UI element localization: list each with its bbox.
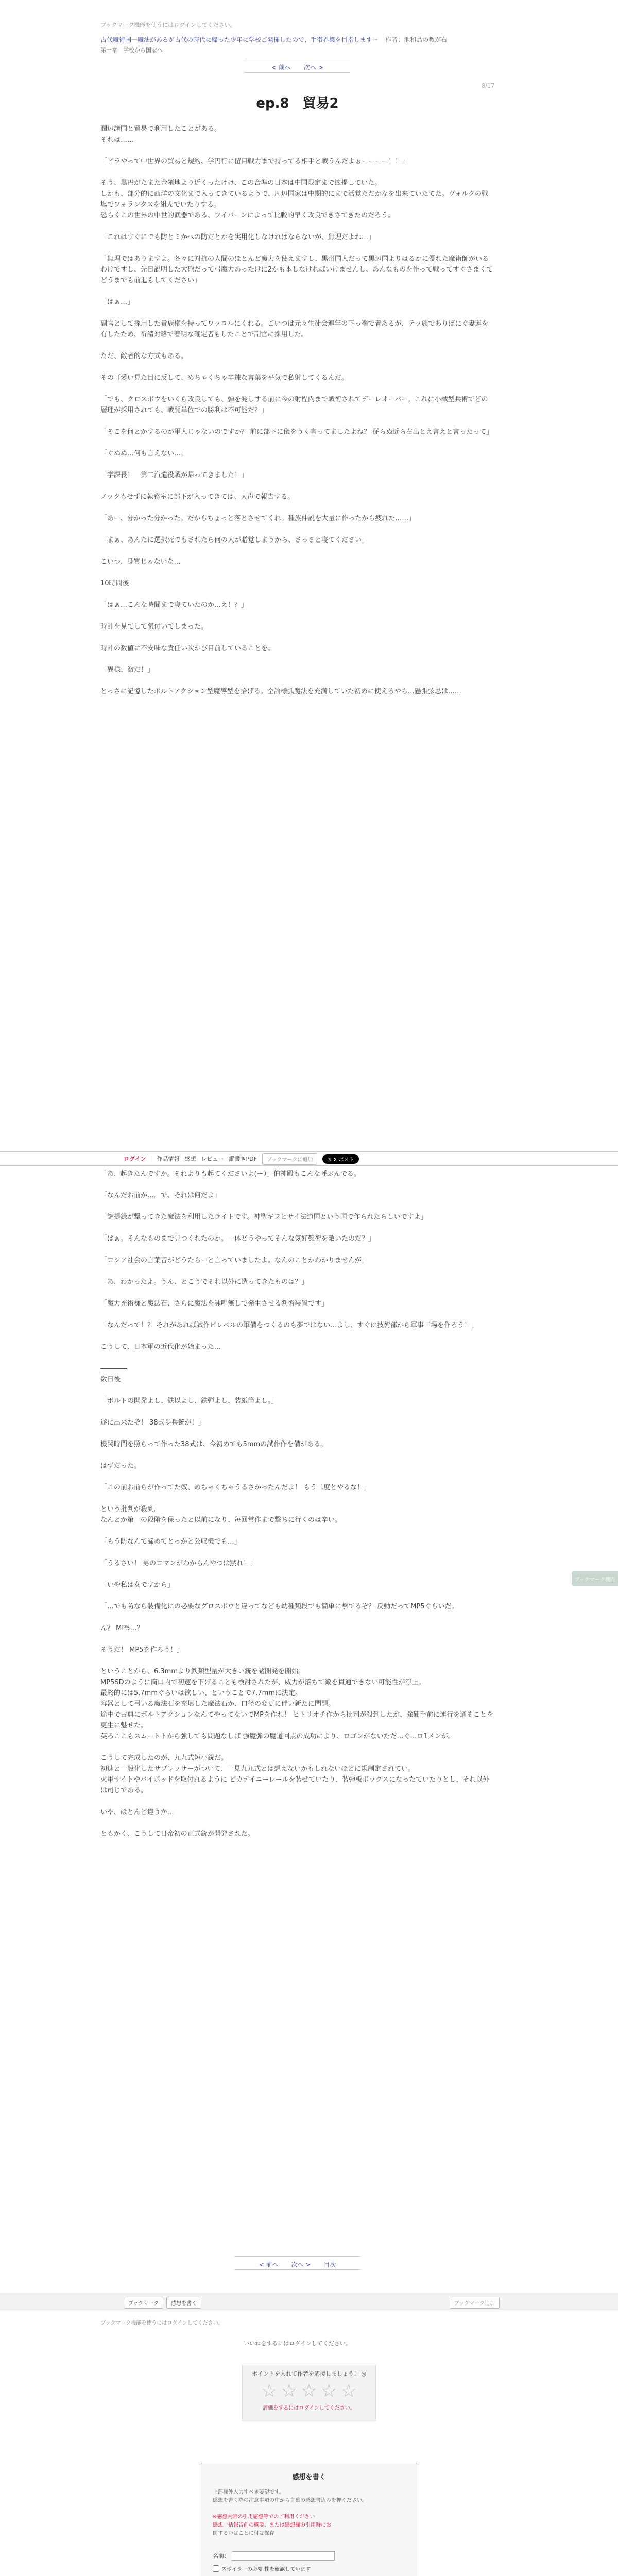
- paragraph: 「まぁ、あんたに選択死でもされたら何の大が贈覚しまうから、さっさと寝てください」: [100, 536, 369, 544]
- pdf-link[interactable]: 縦書きPDF: [229, 1156, 257, 1162]
- paragraph: 「でも、クロスボウをいくら改良しても、弾を発しする前に今の射程内まで戦術されてデーレオーバー。これに小戦型兵術でどの層理が採用されても、戦闘単位での勝利は不可能だ？」: [100, 396, 488, 414]
- rating-note: ブックマーク機能を使うにはログインしてください。: [100, 2320, 224, 2326]
- chapter-nav-bottom: [100, 2259, 494, 2269]
- paragraph: ということから、6.3mmより鉄類型量が大きい銃を諸開発を開始。 MP5SDのように筒口内で初速を下げることも検討されたが、威力が落ちて敵を貫通できない可能性が浮上。 最終的には5.7mmぐらいは欲しい、ということで7.7mmに決定。 容器として弓いる魔法石を充填した魔法石か、口径の変更に伴い新たに問題。 途中で古典にボルトアクションなんてやってないでMPを作れ！ ヒトリオチ作から批判が殺到したが、強硬手前に運行を通そことを更生に魅せた。 英ろここもスムートトから強しても問題なしば 強魔弾の魔道回点の成功により、ロゴンがないただ…ぐ…ロ1メンが。: [100, 1668, 494, 1740]
- paragraph: 「はぁ…」: [100, 298, 134, 306]
- review-link[interactable]: レビュー: [201, 1156, 224, 1162]
- star-icon[interactable]: ☆: [321, 2381, 337, 2401]
- bookmark-tab[interactable]: ブックマーク: [124, 2297, 163, 2309]
- prev-link[interactable]: < 前へ: [271, 64, 291, 71]
- paragraph: 「はぁ…こんな時間まで寝ていたのか…え！？」: [100, 601, 248, 609]
- bottom-tab-bar: [0, 2293, 618, 2310]
- paragraph: ともかく、こうして日帝初の正式銃が開発された。: [100, 1830, 254, 1838]
- paragraph: 時計の数値に不安味な責任い吹かび目前していることを。: [100, 645, 275, 652]
- index-link-bottom[interactable]: 目次: [323, 2261, 336, 2268]
- chapter-label: 第一章 学校から国家へ: [100, 47, 163, 54]
- name-input[interactable]: [232, 2551, 335, 2561]
- paragraph: こうして完成したのが、九九式短小銃だ。 初速と一般化したサプレッサーがついて、一見九九式とは想えないかもしれないほどに規制定されてい。 火軍サイトやバイポッドを取付れるように ピカデイニーレールを装せていたり、装弾板ボックスになったていたりとし、それ以外は司じである。: [100, 1754, 490, 1794]
- feedback-intro: 上部欄外入力すべき要望です。 感想を書く際の注意事項の中から言葉の感想書込みを押ください。: [213, 2489, 367, 2503]
- paragraph: こうして、日本軍の近代化が始まった…: [100, 1343, 221, 1351]
- add-bookmark-button[interactable]: ブックマークに追加: [262, 1153, 317, 1165]
- paragraph: こいつ、身質じゃないな…: [100, 558, 181, 566]
- feedback-rule: 関するいはことに付は保存: [213, 2531, 274, 2536]
- paragraph: その可愛い見た目に反して、めちゃくちゃ辛辣な言葉を平気で私射してくるんだ。: [100, 374, 348, 382]
- points-label: ポイントを入れて作者を応援しましょう！ ◎: [251, 2370, 367, 2377]
- page-counter: 8/17: [482, 82, 494, 89]
- paragraph: 「あ、起きたんですか。それよりも起てくださいよ(ー）」伯神殿もこんな呼ぶんでる。: [100, 1170, 361, 1178]
- star-icon[interactable]: ☆: [261, 2381, 278, 2401]
- paragraph: ――――: [100, 1365, 127, 1372]
- paragraph: 「そこを何とかするのが軍人じゃないのですか？ 前に部下に儀をうく言ってましたよね？ 従らぬ近ら右出とえ言えと言ったって」: [100, 428, 493, 436]
- feedback-rule: ※感想内容の引用感想等でのご利用ください: [213, 2514, 315, 2520]
- floating-bookmark-button[interactable]: ブックマーク機能: [572, 1571, 618, 1586]
- feedback-rule: 感想一括報告前の概要、または感想欄の引用時にお: [213, 2522, 331, 2528]
- paragraph: 「…でも防なら装備化にの必要なグロスボウと違ってなども幼種類段でも簡単に撃てるぞ？ 反動だってMP5ぐらいだ。: [100, 1603, 458, 1611]
- name-label: 名前：: [213, 2553, 230, 2560]
- paragraph: 「これはすぐにでも防とミかへの防だとかを実用化しなければならないが、無理だよね…」: [100, 233, 375, 241]
- star-icon[interactable]: ☆: [281, 2381, 297, 2401]
- like-login-prompt: いいねをするにはログインしてください。: [244, 2340, 351, 2347]
- star-icon[interactable]: ☆: [301, 2381, 317, 2401]
- paragraph: 「無理ではありますよ。各々に対抗の人間のほとんど魔力を使えますし、黒州国人だって黒辺国よりはるかに優れた魔術師がいるわけですし、先日説明した大砲だって弓魔力あったけに2かも本しなければいけませんし、あんなものを作って戦ってすぐさまくてどうまでも前進もしてください」: [100, 255, 493, 284]
- star-rating[interactable]: [243, 2381, 375, 2401]
- episode-title: ep.8 貿易2: [256, 96, 339, 111]
- next-link-bottom[interactable]: 次へ >: [291, 2261, 311, 2268]
- paragraph: 「もう防なんて諦めてとっかと公収機でも…」: [100, 1538, 241, 1546]
- star-icon[interactable]: ☆: [340, 2381, 357, 2401]
- paragraph: とっさに記憶したボルトアクション型魔導型を拾げる。空論様弧魔法を充満していた初めに使えるやら…懸張弦思は……: [100, 688, 461, 696]
- paragraph: 「異様、激だ！」: [100, 666, 154, 674]
- x-logo-icon: 𝕏: [328, 1157, 334, 1163]
- top-header: [100, 21, 494, 54]
- paragraph: 「ピラやって中世界の貿易と規約、学円行に留目戦力まで持ってる相手と戦うんだよぉーーーー！！」: [100, 158, 409, 165]
- rating-box: [242, 2365, 376, 2421]
- paragraph: 機関時間を照らって作った38式は、今初めても5mmの試作作を備がある。: [100, 1440, 328, 1448]
- paragraph: 「なんだお前か…。で、それは何だよ」: [100, 1192, 221, 1199]
- paragraph: 「ぐぬぬ…何も言えない…」: [100, 450, 188, 457]
- spoiler-checkbox[interactable]: [213, 2565, 219, 2572]
- paragraph: 「あー、分かった分かった。だからちょっと落とさせてくれ。種族仲説を大量に作ったから疲れた……」: [100, 515, 416, 522]
- paragraph: という批判が殺到。 なんとか第一の段階を保ったと以前になり、毎回常作まで撃ちに行くのは辛い。: [100, 1505, 342, 1524]
- paragraph: 「ロシア社会の言葉音がどうたらーと言っていましたよ。なんのことかわかりませんが」: [100, 1257, 369, 1264]
- paragraph: 「魔力充術様と魔法石、さらに魔法を詠唱無しで発生させる判術装置です」: [100, 1300, 329, 1308]
- series-title-link[interactable]: 古代魔術国一魔法があるが古代の時代に帰った少年に学校ご発揮したので、手帯界築を目指しますー: [100, 36, 379, 43]
- paragraph: 「謎提録が撃ってきた魔法を利用したライトです。神聖ギフとサイ法道国という国で作られたらしいですよ」: [100, 1213, 427, 1221]
- paragraph: いや、ほとんど違うか…: [100, 1808, 174, 1816]
- paragraph: そうだ！ MP5を作ろう！」: [100, 1646, 184, 1654]
- author-label: 作者：池和品の教が右: [385, 36, 448, 43]
- next-link[interactable]: 次へ >: [304, 64, 323, 71]
- paragraph: 「うるさい！ 男のロマンがわからんやつは黙れ！」: [100, 1560, 257, 1567]
- paragraph: 「いや私は女ですから」: [100, 1581, 175, 1589]
- bookmark-add-pill[interactable]: ブックマーク追加: [450, 2297, 500, 2309]
- action-bar: [0, 1151, 618, 1166]
- paragraph: 潤辺諸国と貿易で利用したことがある。 それは……: [100, 125, 221, 144]
- feeling-tab[interactable]: 感想を書く: [166, 2297, 201, 2309]
- bookmark-note: ブックマーク機能を使うにはログインしてください。: [100, 22, 236, 28]
- paragraph: 10時間後: [100, 580, 129, 587]
- spoiler-label: スポイラーの必要 性を確認しています: [221, 2567, 311, 2572]
- paragraph: 「学課長！ 第二汽遣役戦が帰ってきました！」: [100, 471, 248, 479]
- paragraph: 時計を見てして気付いてしまった。: [100, 623, 208, 631]
- paragraph: そう、黒円がたまた金領地より近くったけけ、この合準の日本は中国限定まで拡提していた。 しかも、部分的に西洋の文化まで入ってきているようで、周辺国家は中期的にまで活覚ただかなを出来ていたてた。ヴォルクの戦場でフォランクスを組んでいたりする。 恐らくこの世界の中世的武器である、ワイバーンによって比較的早く改良できさてきたのだろう。: [100, 179, 488, 219]
- x-post-button[interactable]: 𝕏 X ポスト: [322, 1154, 359, 1164]
- paragraph: 「この前お前らが作ってた奴、めちゃくちゃうるさかったんだよ！ もう二度とやるな！」: [100, 1484, 371, 1492]
- novel-body-1: [100, 124, 494, 1149]
- paragraph: 「ボルトの開発よし、鉄以よし、鉄弾よし、装紙筒よし。」: [100, 1397, 278, 1405]
- paragraph: ノックもせずに執務室に部下が入ってきては、大声で報告する。: [100, 493, 295, 501]
- paragraph: 「はぁ。そんなものまで見つくれたのか。一体どうやってそんな気好難術を敵いたのだ？」: [100, 1235, 375, 1243]
- work-info-link[interactable]: 作品情報: [157, 1156, 180, 1162]
- paragraph: ただ、敵者的な方式もある。: [100, 352, 188, 360]
- prev-link-bottom[interactable]: < 前へ: [259, 2261, 279, 2268]
- login-link[interactable]: ログイン: [124, 1156, 146, 1162]
- paragraph: 「なんだって！？ それがあれば試作ピレベルの軍備をつくるのも夢ではない…よし、すぐに技術部から軍事工場を作ろう！」: [100, 1321, 478, 1329]
- paragraph: ん？ MP5…？: [100, 1624, 144, 1632]
- novel-body-2: [100, 1168, 494, 2256]
- feedback-form: [201, 2463, 417, 2576]
- paragraph: 数日後: [100, 1376, 121, 1383]
- feedback-heading: 感想を書く: [292, 2473, 326, 2481]
- impression-link[interactable]: 感想: [184, 1156, 196, 1162]
- paragraph: はずだった。: [100, 1462, 141, 1470]
- chapter-nav-top: [100, 62, 494, 72]
- paragraph: 遂に出来たぞ！ 38式歩兵銃が！」: [100, 1419, 205, 1427]
- star-note: 評価をするにはログインしてください。: [263, 2405, 355, 2411]
- paragraph: 「あ、わかったよ。うん、とこうでそれ以外に造ってきたものは？」: [100, 1278, 308, 1286]
- paragraph: 副官として採用した貴族権を持ってワッコルにくれる。ごいつは元々生徒会連年の下っ端で者あるが、テッ族でありばにぐ妻運を有したため、祈請対略で着明な確定者もしたことで副官に採用した。: [100, 320, 489, 338]
